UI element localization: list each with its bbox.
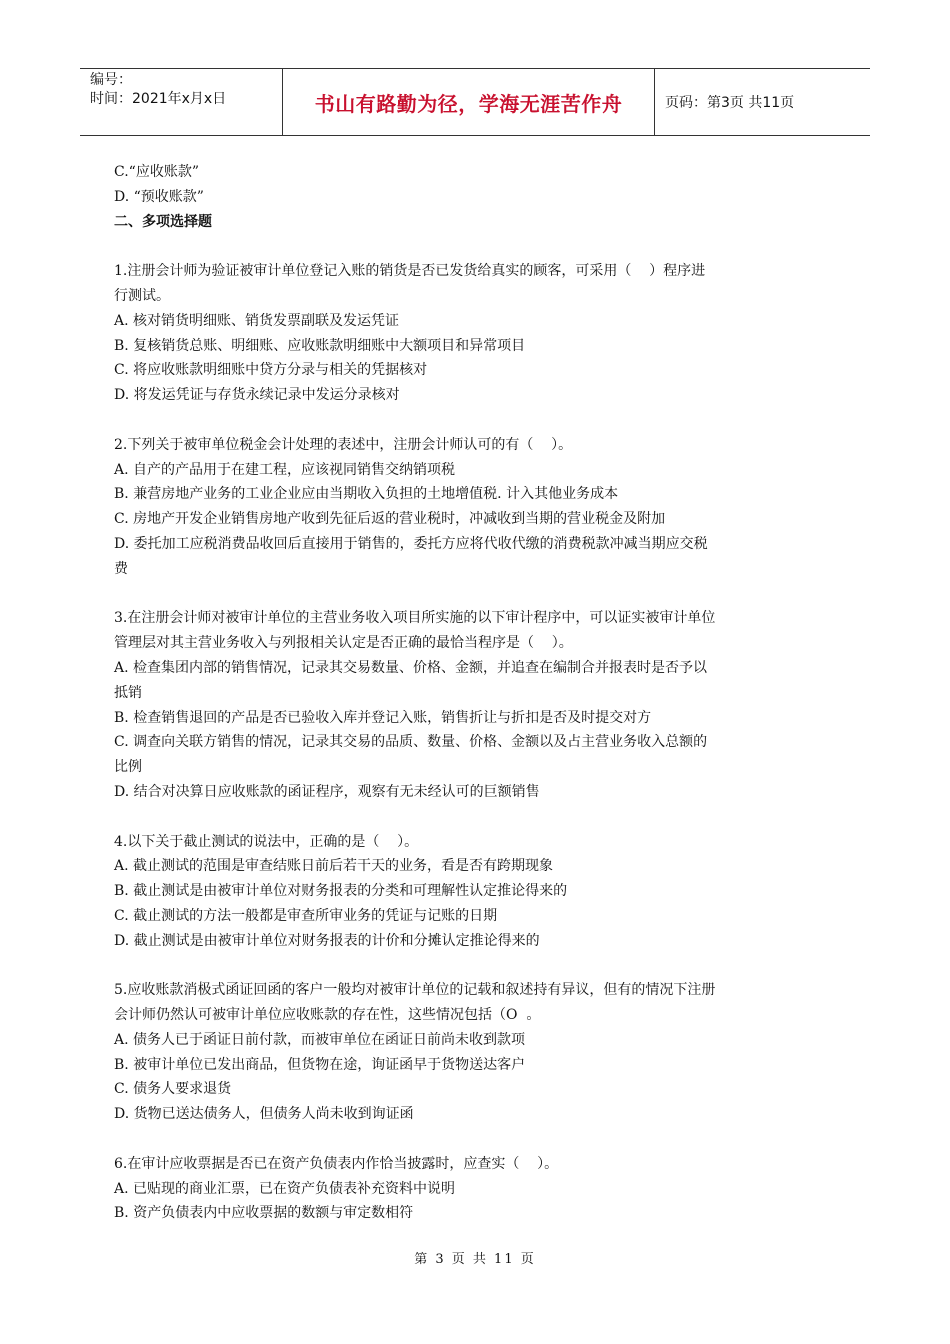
question-option: C. 房地产开发企业销售房地产收到先征后返的营业税时，冲减收到当期的营业税金及附加: [114, 511, 666, 528]
lead-option: C.“应收账款”: [114, 164, 199, 180]
question-3: [114, 606, 838, 804]
question-spacer: [114, 954, 838, 979]
question-option: D. 委托加工应税消费品收回后直接用于销售的，委托方应将代收代缴的消费税款冲减当期应交税: [114, 535, 708, 552]
question-option: A. 截止测试的范围是审查结账日前后若干天的业务，看是否有跨期现象: [114, 858, 554, 875]
question-list: [114, 234, 838, 1226]
question-spacer: [114, 805, 838, 830]
question-spacer: [114, 234, 838, 259]
question-2: [114, 433, 838, 582]
time-label: 时间：2021年x月x日: [90, 91, 227, 107]
question-stem-line: 会计师仍然认可被审计单位应收账款的存在性，这些情况包括（O 。: [114, 1007, 541, 1024]
page-info: 页码：第3页 共11页: [665, 95, 795, 111]
question-stem-line: 3.在注册会计师对被审计单位的主营业务收入项目所实施的以下审计程序中，可以证实被审计单位: [114, 610, 716, 627]
question-6: [114, 1152, 838, 1226]
page-header: [80, 68, 870, 136]
question-stem-line: 6.在审计应收票据是否已在资产负债表内作恰当披露时，应查实（ ）。: [114, 1155, 559, 1172]
question-stem-line: 管理层对其主营业务收入与列报相关认定是否正确的最恰当程序是（ ）。: [114, 635, 573, 652]
question-stem-line: 4.以下关于截止测试的说法中，正确的是（ ）。: [114, 833, 419, 850]
question-option: 比例: [114, 759, 142, 776]
page-footer: 第 3 页 共 11 页: [414, 1252, 536, 1267]
question-option: B. 截止测试是由被审计单位对财务报表的分类和可理解性认定推论得来的: [114, 883, 568, 900]
question-spacer: [114, 582, 838, 607]
question-option: C. 将应收账款明细账中贷方分录与相关的凭据核对: [114, 362, 428, 379]
question-option: C. 调查向关联方销售的情况，记录其交易的品质、数量、价格、金额以及占主营业务收入总额的: [114, 734, 708, 751]
question-option: C. 债务人要求退货: [114, 1081, 232, 1098]
question-stem-line: 1.注册会计师为验证被审计单位登记入账的销货是否已发货给真实的顾客，可采用（ ）程序进: [114, 263, 706, 280]
question-option: D. 结合对决算日应收账款的函证程序，观察有无未经认可的巨额销售: [114, 783, 540, 800]
lead-option: D. “预收账款”: [114, 188, 204, 205]
question-option: B. 兼营房地产业务的工业企业应由当期收入负担的土地增值税. 计入其他业务成本: [114, 486, 619, 503]
question-stem-line: 2.下列关于被审单位税金会计处理的表述中，注册会计师认可的有（ ）。: [114, 436, 573, 453]
question-4: [114, 830, 838, 954]
number-label: 编号：: [90, 72, 132, 88]
question-option: 费: [114, 560, 128, 577]
question-1: [114, 259, 838, 408]
question-stem-line: 行测试。: [114, 287, 170, 304]
motto: 书山有路勤为径，学海无涯苦作舟: [283, 69, 655, 135]
question-option: D. 截止测试是由被审计单位对财务报表的计价和分摊认定推论得来的: [114, 932, 540, 949]
question-5: [114, 978, 838, 1127]
question-option: A. 已贴现的商业汇票，已在资产负债表补充资料中说明: [114, 1180, 456, 1197]
document-body: [114, 160, 838, 1226]
question-option: A. 债务人已于函证日前付款，而被审单位在函证日前尚未收到款项: [114, 1031, 526, 1048]
question-option: A. 自产的产品用于在建工程，应该视同销售交纳销项税: [114, 461, 456, 478]
question-option: B. 被审计单位已发出商品，但货物在途，询证函早于货物送达客户: [114, 1056, 526, 1073]
section-title: 二、多项选择题: [114, 213, 212, 230]
question-option: B. 复核销货总账、明细账、应收账款明细账中大额项目和异常项目: [114, 337, 526, 354]
question-spacer: [114, 1127, 838, 1152]
question-option: B. 检查销售退回的产品是否已验收入库并登记入账，销售折让与折扣是否及时提交对方: [114, 709, 652, 726]
question-option: A. 核对销货明细账、销货发票副联及发运凭证: [114, 312, 400, 329]
question-stem-line: 5.应收账款消极式函证回函的客户一般均对被审计单位的记载和叙述持有异议，但有的情况下注册: [114, 982, 716, 999]
question-option: C. 截止测试的方法一般都是审查所审业务的凭证与记账的日期: [114, 907, 498, 924]
question-spacer: [114, 408, 838, 433]
question-option: D. 货物已送达债务人，但债务人尚未收到询证函: [114, 1106, 414, 1123]
question-option: D. 将发运凭证与存货永续记录中发运分录核对: [114, 387, 400, 404]
question-option: A. 检查集团内部的销售情况，记录其交易数量、价格、金额，并追查在编制合并报表时是否予以: [114, 659, 708, 676]
question-option: B. 资产负债表内中应收票据的数额与审定数相符: [114, 1205, 414, 1222]
header-meta: [80, 69, 283, 135]
question-option: 抵销: [114, 684, 142, 701]
